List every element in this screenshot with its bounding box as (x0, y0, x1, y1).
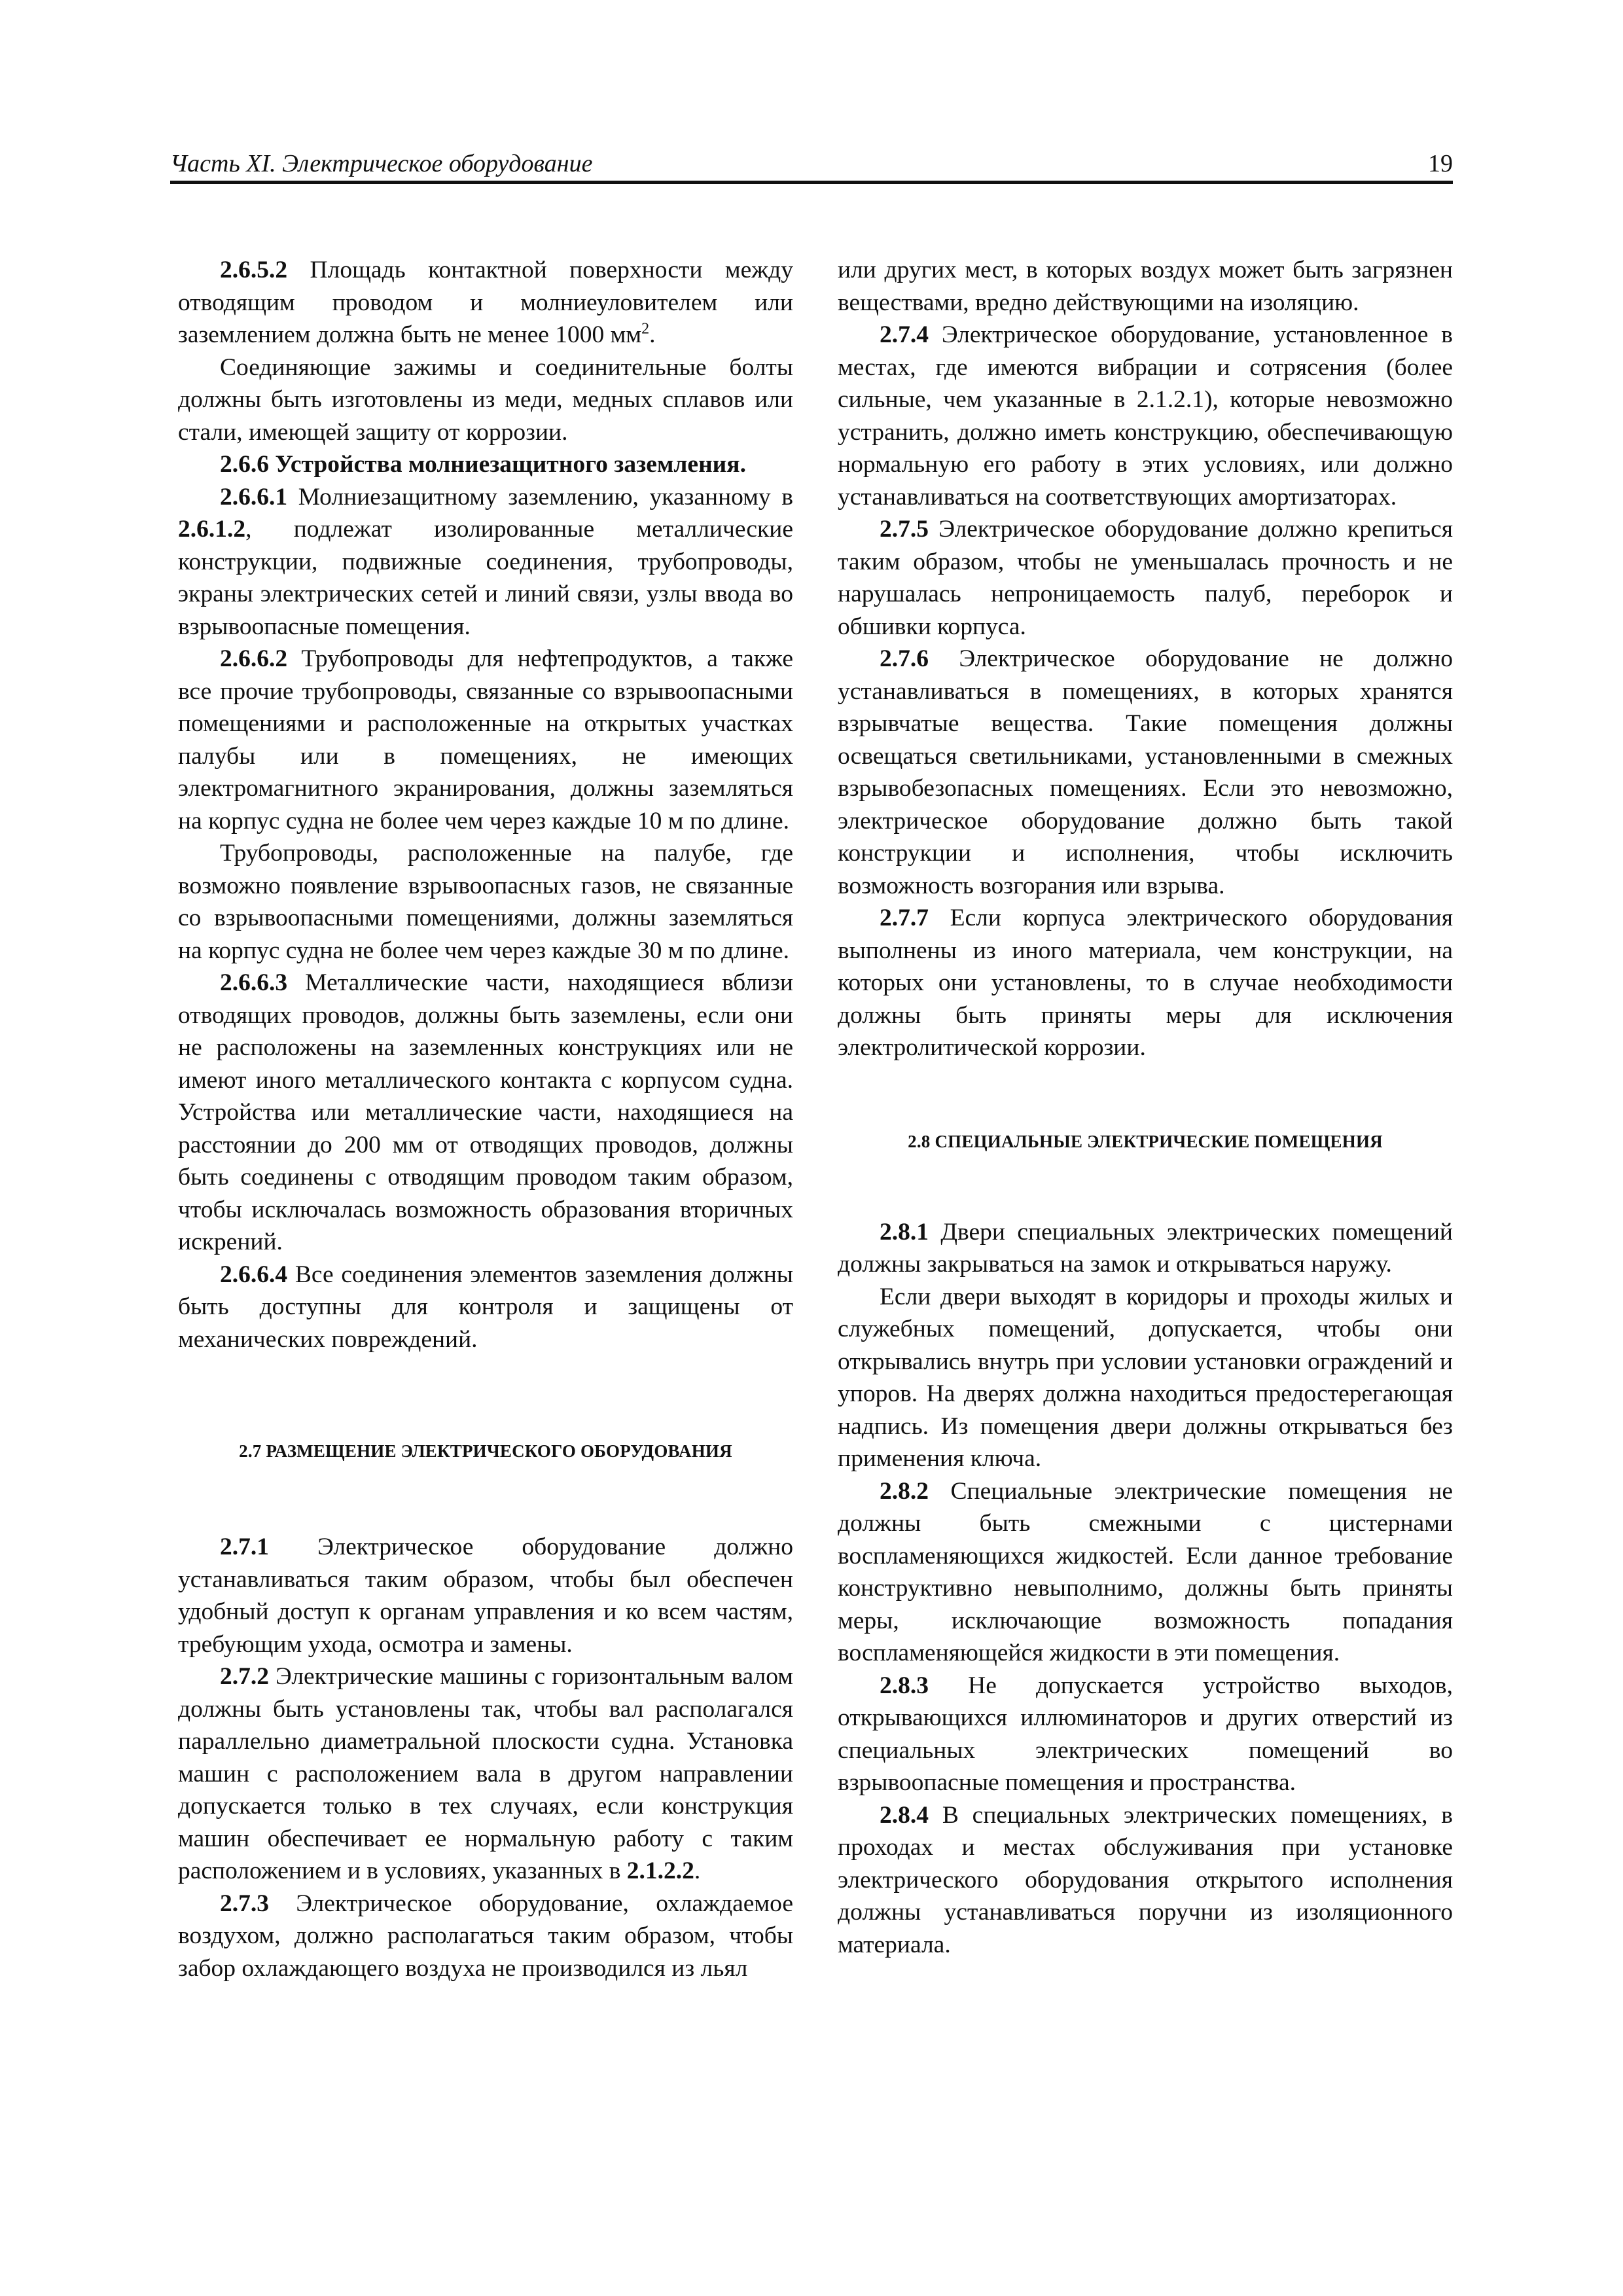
paragraph-2-7-4: 2.7.4 Электрическое оборудование, установленное в местах, где имеются вибрации и сотрясения (более сильные, чем указанные в 2.1.2.1), которые невозможно устранить, должно иметь конструкцию, обеспечивающую нормальную его работу в этих условиях, или должно устанавливаться на соответствующих амортизаторах. (838, 321, 1453, 511)
paragraph-2-8-1: 2.8.1 Двери специальных электрических помещений должны закрываться на замок и открываться наружу. (838, 1218, 1453, 1278)
paragraph-2-6-6-4: 2.6.6.4 Все соединения элементов заземления должны быть доступны для контроля и защищены от механических повреждений. (178, 1261, 793, 1353)
paragraph-2-7-6: 2.7.6 Электрическое оборудование не должно устанавливаться в помещениях, в которых хранятся взрывчатые вещества. Такие помещения должны освещаться светильниками, установленными в смежных взрывобезопасных помещениях. Если это невозможно, электрическое оборудование должно быть такой конструкции и исполнения, чтобы исключить возможность возгорания или взрыва. (838, 645, 1453, 899)
cross-reference: 2.1.2.2 (626, 1857, 694, 1884)
clause-number: 2.8.3 (880, 1672, 929, 1699)
clause-number: 2.8.2 (880, 1477, 929, 1505)
paragraph-2-7-1: 2.7.1 Электрическое оборудование должно устанавливаться таким образом, чтобы был обеспечен удобный доступ к органам управления и ко всем частям, требующим ухода, осмотра и замены. (178, 1534, 793, 1658)
clause-number: 2.7.4 (880, 321, 929, 348)
paragraph-continuation: или других мест, в которых воздух может быть загрязнен веществами, вредно действующими на изоляцию. (838, 257, 1453, 316)
cross-reference: 2.6.1.2 (178, 516, 246, 543)
clause-number: 2.7.2 (220, 1663, 269, 1690)
running-header (170, 145, 1453, 182)
clause-number: 2.7.1 (220, 1534, 269, 1560)
paragraph-2-6-6: 2.6.6 Устройства молниезащитного заземления. (220, 451, 746, 478)
clause-number: 2.6.6.3 (220, 969, 288, 996)
paragraph-2-6-6-2: 2.6.6.2 Трубопроводы для нефтепродуктов, а также все прочие трубопроводы, связанные со взрывоопасными помещениями и расположенные на открытых участках палубы или в помещениях, не имеющих электромагнитного экранирования, должны заземляться на корпус судна не более чем через каждые 10 м по длине. (178, 645, 793, 834)
paragraph-2-6-5-2: 2.6.5.2 Площадь контактной поверхности между отводящим проводом и молниеуловителем или заземлением должна быть не менее 1000 $мм^2$. (178, 257, 793, 348)
left-column (178, 254, 793, 1984)
paragraph-2-6-6-1: 2.6.6.1 Молниезащитному заземлению, указанному в 2.6.1.2, подлежат изолированные металлические конструкции, подвижные соединения, трубопроводы, экраны электрических сетей и линий связи, узлы ввода во взрывоопасные помещения. (178, 483, 793, 640)
section-heading-2-8: 2.8 СПЕЦИАЛЬНЫЕ ЭЛЕКТРИЧЕСКИЕ ПОМЕЩЕНИЯ (908, 1131, 1383, 1151)
clause-number: 2.7.7 (880, 905, 929, 931)
clause-number: 2.6.6.1 (220, 483, 288, 511)
paragraph-2-7-7: 2.7.7 Если корпуса электрического оборудования выполнены из иного материала, чем конструкции, на которых они установлены, то в случае необходимости должны быть приняты меры для исключения электролитической коррозии. (838, 905, 1453, 1061)
clause-number: 2.6.6 (220, 451, 269, 478)
header-rule (170, 181, 1453, 184)
paragraph-2-6-6-3: 2.6.6.3 Металлические части, находящиеся вблизи отводящих проводов, должны быть заземлены, если они не расположены на заземленных конструкциях или не имеют иного металлического контакта с корпусом судна. Устройства или металлические части, находящиеся на расстоянии до 200 мм от отводящих проводов, должны быть соединены с отводящим проводом таким образом, чтобы исключалась возможность образования вторичных искрений. (178, 969, 793, 1255)
paragraph-2-8-2: 2.8.2 Специальные электрические помещения не должны быть смежными с цистернами воспламеняющихся жидкостей. Если данное требование конструктивно невыполнимо, должны быть приняты меры, исключающие возможность попадания воспламеняющейся жидкости в эти помещения. (838, 1477, 1453, 1666)
right-column (838, 254, 1453, 1961)
paragraph-2-7-3: 2.7.3 Электрическое оборудование, охлаждаемое воздухом, должно располагаться таким образом, чтобы забор охлаждающего воздуха не производился из льял (178, 1890, 793, 1982)
header-title: Часть XI. Электрическое оборудование (170, 150, 593, 177)
paragraph-2-7-2: 2.7.2 Электрические машины с горизонтальным валом должны быть установлены так, чтобы вал располагался параллельно диаметральной плоскости судна. Установка машин с расположением вала в другом направлении допускается только в тех случаях, если конструкция машин обеспечивает ее нормальную работу с таким расположением и в условиях, указанных в 2.1.2.2. (178, 1663, 793, 1884)
paragraph-deck-pipelines: Трубопроводы, расположенные на палубе, где возможно появление взрывоопасных газов, не связанные со взрывоопасными помещениями, должны заземляться на корпус судна не более чем через каждые 30 м по длине. (178, 840, 793, 964)
page-number: 19 (1428, 150, 1453, 177)
paragraph-clamps: Соединяющие зажимы и соединительные болты должны быть изготовлены из меди, медных сплавов или стали, имеющей защиту от коррозии. (178, 353, 793, 446)
paragraph-2-8-4: 2.8.4 В специальных электрических помещениях, в проходах и местах обслуживания при установке электрического оборудования открытого исполнения должны устанавливаться поручни из изоляционного материала. (838, 1801, 1453, 1958)
paragraph-2-8-3: 2.8.3 Не допускается устройство выходов, открывающихся иллюминаторов и других отверстий из специальных электрических помещений во взрывоопасные помещения и пространства. (838, 1672, 1453, 1796)
paragraph-doors: Если двери выходят в коридоры и проходы жилых и служебных помещений, допускается, чтобы они открывались внутрь при условии установки ограждений и упоров. На дверях должна находиться предостерегающая надпись. Из помещения двери должны открываться без применения ключа. (838, 1283, 1453, 1472)
clause-number: 2.6.5.2 (220, 257, 288, 283)
paragraph-2-7-5: 2.7.5 Электрическое оборудование должно крепиться таким образом, чтобы не уменьшалась прочность и не нарушалась непроницаемость палуб, переборок и обшивки корпуса. (838, 516, 1453, 640)
clause-number: 2.8.4 (880, 1801, 929, 1829)
section-heading-2-7: 2.7 РАЗМЕЩЕНИЕ ЭЛЕКТРИЧЕСКОГО ОБОРУДОВАНИЯ (239, 1441, 732, 1461)
clause-number: 2.6.6.4 (220, 1261, 288, 1288)
clause-number: 2.7.6 (880, 645, 929, 672)
clause-number: 2.7.5 (880, 516, 929, 543)
clause-number: 2.7.3 (220, 1890, 269, 1917)
clause-number: 2.6.6.2 (220, 645, 288, 672)
clause-number: 2.8.1 (880, 1218, 929, 1246)
